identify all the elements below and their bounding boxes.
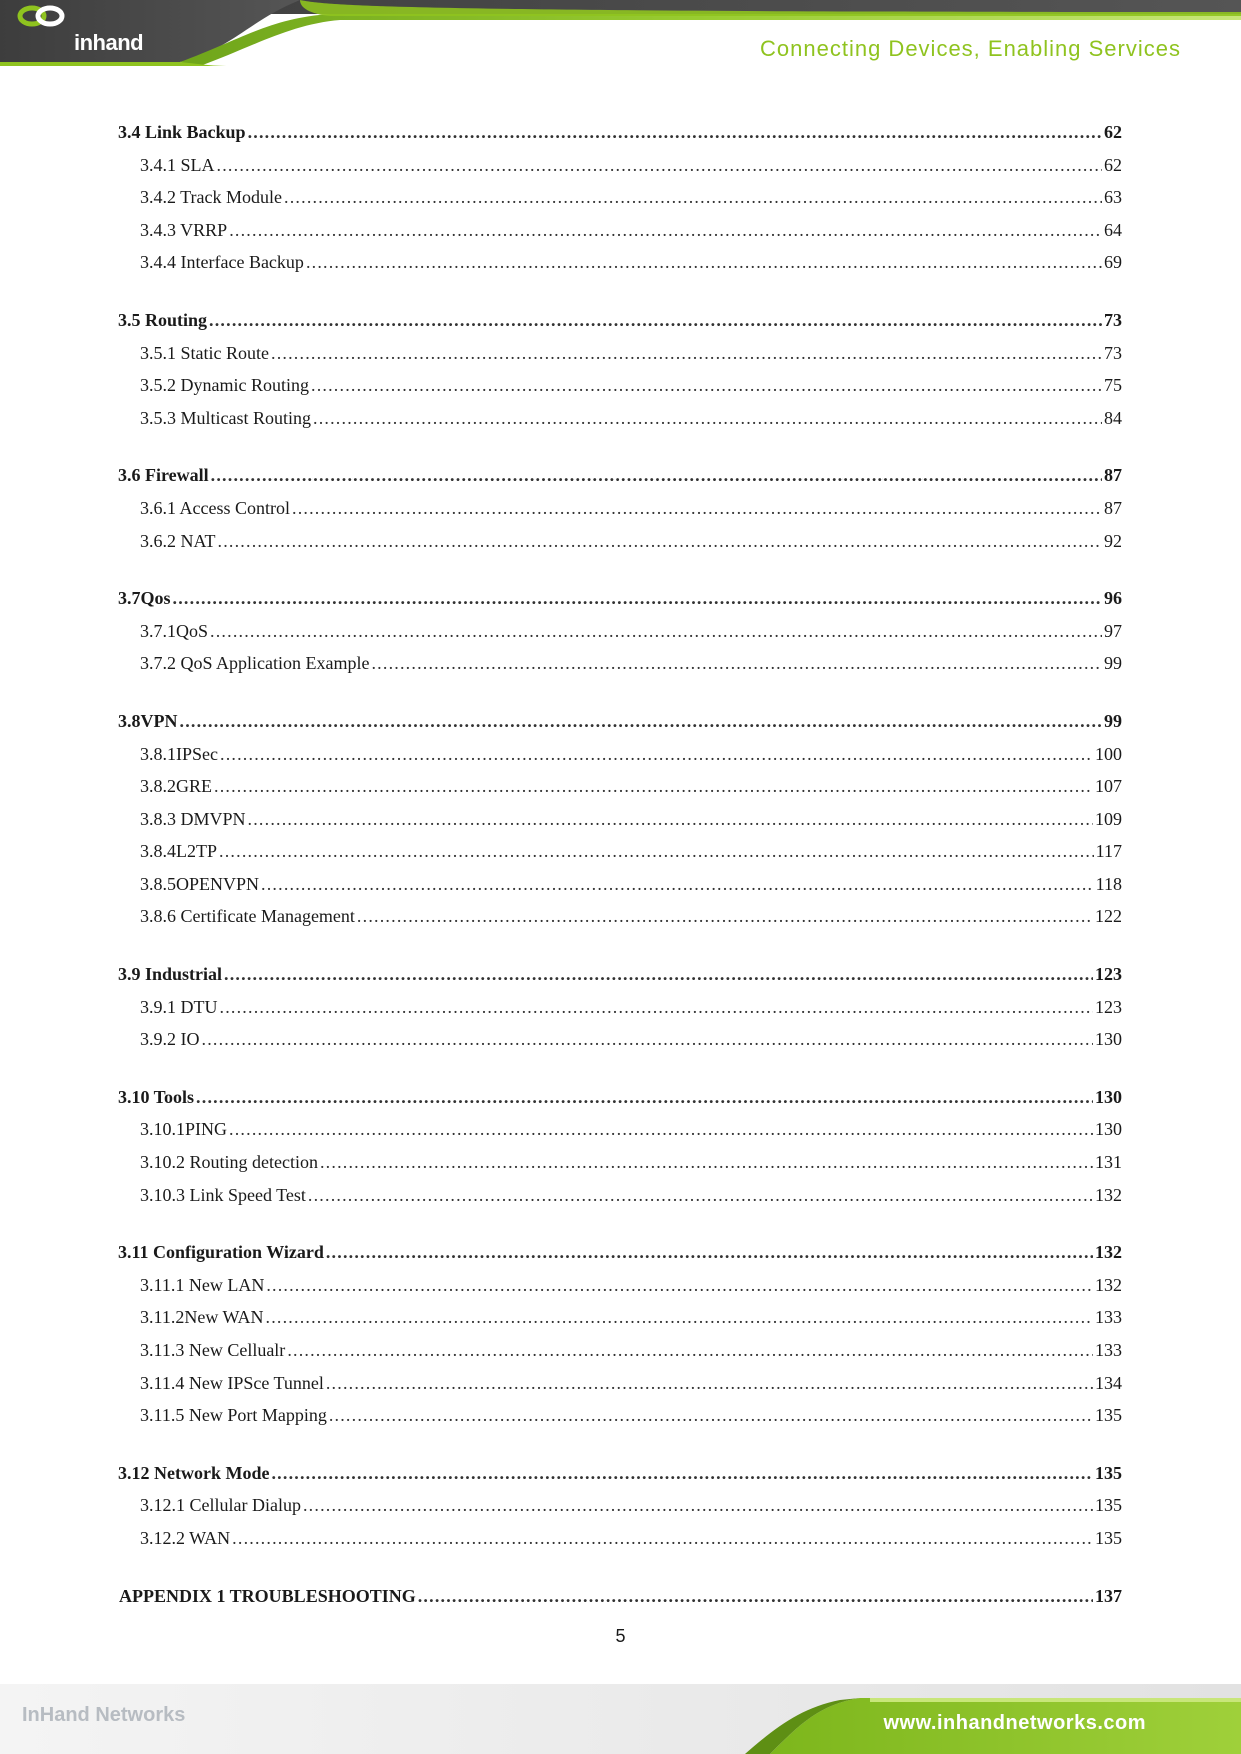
toc-section-heading[interactable] (118, 1236, 1122, 1269)
toc-section (118, 582, 1122, 680)
toc-dot-leader (311, 369, 1102, 402)
toc-entry-label[interactable]: 3.4.1 SLA (140, 154, 215, 175)
toc-entry-page[interactable]: 69 (1104, 252, 1122, 273)
toc-subsection-item[interactable] (118, 1269, 1122, 1302)
toc-entry-label[interactable]: 3.5.3 Multicast Routing (140, 407, 311, 428)
toc-subsection-item[interactable] (118, 181, 1122, 214)
toc-entry-label[interactable]: 3.4 Link Backup (118, 122, 246, 142)
toc-entry-label[interactable]: 3.11.4 New IPSce Tunnel (140, 1372, 324, 1393)
toc-entry-page[interactable]: 97 (1104, 620, 1122, 641)
toc-dot-leader (292, 492, 1102, 525)
toc-subsection-item[interactable] (118, 615, 1122, 648)
toc-entry-page[interactable]: 100 (1095, 743, 1122, 764)
toc-entry-label[interactable]: 3.7.1QoS (140, 620, 209, 641)
toc-dot-leader (196, 1081, 1093, 1114)
toc-entry-page[interactable]: 122 (1095, 906, 1122, 927)
toc-entry-label[interactable]: 3.4.4 Interface Backup (140, 252, 304, 273)
toc-entry-page[interactable]: 135 (1095, 1527, 1122, 1548)
footer-brand: InHand Networks (22, 1704, 186, 1726)
toc-subsection-item[interactable] (118, 868, 1122, 901)
toc-dot-leader (173, 582, 1102, 615)
logo-text: inhand (74, 30, 144, 55)
toc-dot-leader (232, 1522, 1093, 1555)
toc-entry-page[interactable]: 62 (1104, 154, 1122, 175)
toc-entry-label[interactable]: 3.12.2 WAN (140, 1527, 231, 1548)
toc-subsection-item[interactable] (118, 1146, 1122, 1179)
toc-dot-leader (211, 459, 1102, 492)
toc-entry-label[interactable]: 3.10.2 Routing detection (140, 1152, 318, 1173)
toc-entry-label[interactable]: 3.6.1 Access Control (140, 497, 290, 518)
toc-entry-label[interactable]: 3.8.1IPSec (140, 743, 218, 764)
toc-dot-leader (219, 835, 1094, 868)
toc-entry-page[interactable]: 132 (1095, 1274, 1122, 1295)
toc-entry-page[interactable]: 130 (1095, 1119, 1122, 1140)
toc-subsection-item[interactable] (118, 1179, 1122, 1212)
toc-entry-label[interactable]: 3.4.2 Track Module (140, 187, 283, 208)
toc-entry-label[interactable]: 3.6 Firewall (118, 465, 209, 486)
toc-entry-page[interactable]: 133 (1095, 1340, 1122, 1360)
toc-dot-leader (210, 615, 1102, 648)
toc-entry-page[interactable]: 87 (1104, 497, 1122, 518)
toc-entry-label[interactable]: 3.7Qos (118, 588, 171, 609)
header-tagline: Connecting Devices, Enabling Services (760, 36, 1181, 61)
toc-dot-leader (371, 647, 1102, 680)
toc-entry-label[interactable]: 3.10 Tools (118, 1086, 195, 1107)
toc-subsection-item[interactable] (118, 337, 1122, 370)
toc-entry-page[interactable]: 84 (1104, 407, 1122, 428)
toc-subsection-item[interactable] (118, 402, 1122, 435)
toc-entry-page[interactable]: 63 (1104, 187, 1122, 208)
toc-appendix-heading[interactable] (118, 1580, 1122, 1613)
toc-dot-leader (261, 868, 1094, 901)
toc-section (118, 1457, 1122, 1555)
toc-subsection-item[interactable] (118, 1522, 1122, 1555)
footer-url[interactable]: www.inhandnetworks.com (883, 1712, 1146, 1734)
toc-entry-label[interactable]: 3.11.5 New Port Mapping (140, 1405, 327, 1426)
toc-entry-page[interactable]: 87 (1104, 465, 1122, 486)
toc-entry-label[interactable]: 3.8.5OPENVPN (140, 873, 260, 894)
toc-entry-page[interactable]: 62 (1104, 122, 1122, 142)
toc-section-heading[interactable] (118, 1457, 1122, 1490)
toc-dot-leader (418, 1580, 1093, 1613)
toc-entry-page[interactable]: 130 (1095, 1086, 1122, 1107)
toc-entry-label[interactable]: 3.9.2 IO (140, 1029, 200, 1050)
toc-section (118, 459, 1122, 557)
toc-subsection-item[interactable] (118, 1489, 1122, 1522)
toc-dot-leader (271, 1457, 1093, 1490)
toc-subsection-item[interactable] (118, 214, 1122, 247)
toc-entry-label[interactable]: 3.8.3 DMVPN (140, 808, 246, 829)
toc-dot-leader (248, 116, 1102, 149)
toc-subsection-item[interactable] (118, 525, 1122, 558)
toc-subsection-item[interactable] (118, 647, 1122, 680)
toc-section (118, 1081, 1122, 1211)
toc-section-heading[interactable] (118, 304, 1122, 337)
toc-dot-leader (303, 1489, 1093, 1522)
toc-section (118, 958, 1122, 1056)
toc-entry-page[interactable]: 99 (1104, 653, 1122, 674)
toc-entry-label[interactable]: 3.8VPN (118, 710, 178, 731)
toc-entry-label[interactable]: 3.4.3 VRRP (140, 219, 228, 240)
toc-entry-label[interactable]: 3.12 Network Mode (118, 1462, 270, 1483)
toc-entry-label[interactable]: 3.8.4L2TP (140, 841, 218, 862)
toc-dot-leader (209, 304, 1102, 337)
toc-dot-leader (248, 803, 1093, 836)
toc-entry-label[interactable]: 3.10.3 Link Speed Test (140, 1184, 306, 1205)
toc-subsection-item[interactable] (118, 738, 1122, 771)
toc-entry-label[interactable]: 3.5 Routing (118, 309, 208, 330)
toc-subsection-item[interactable] (118, 369, 1122, 402)
toc-dot-leader (320, 1146, 1093, 1179)
toc-entry-page[interactable]: 75 (1104, 375, 1122, 396)
toc-entry-page[interactable]: 96 (1104, 588, 1122, 609)
toc-entry-page[interactable]: 134 (1095, 1372, 1122, 1393)
toc-dot-leader (329, 1399, 1093, 1432)
toc-section-heading[interactable] (118, 1081, 1122, 1114)
toc-dot-leader (271, 337, 1102, 370)
toc-section-heading[interactable] (118, 116, 1122, 149)
toc-entry-label[interactable]: 3.9.1 DTU (140, 996, 218, 1017)
toc-entry-label[interactable]: 3.7.2 QoS Application Example (140, 653, 370, 674)
toc-dot-leader (180, 705, 1103, 738)
toc-entry-label[interactable]: 3.11.3 New Cellualr (140, 1340, 286, 1360)
page-footer (0, 1684, 1241, 1754)
toc-dot-leader (308, 1179, 1093, 1212)
toc-dot-leader (326, 1236, 1093, 1269)
toc-dot-leader (224, 958, 1093, 991)
toc-section (118, 705, 1122, 933)
toc-entry-label[interactable]: 3.8.6 Certificate Management (140, 906, 355, 927)
toc-entry-page[interactable]: 135 (1095, 1405, 1122, 1426)
toc-dot-leader (306, 246, 1102, 279)
toc-entry-page[interactable]: 132 (1095, 1242, 1122, 1263)
toc-dot-leader (266, 1269, 1093, 1302)
toc-dot-leader (229, 214, 1102, 247)
toc-subsection-item[interactable] (118, 991, 1122, 1024)
toc-subsection-item[interactable] (118, 803, 1122, 836)
toc-subsection-item[interactable] (118, 246, 1122, 279)
toc-subsection-item[interactable] (118, 770, 1122, 803)
toc-entry-page[interactable]: 132 (1095, 1184, 1122, 1205)
toc-dot-leader (229, 1113, 1093, 1146)
toc-entry-page[interactable]: 131 (1095, 1152, 1122, 1173)
toc-entry-page[interactable]: 118 (1095, 873, 1122, 894)
toc-entry-label[interactable]: 3.5.1 Static Route (140, 342, 269, 363)
toc-subsection-item[interactable] (118, 149, 1122, 182)
toc-dot-leader (287, 1334, 1093, 1367)
toc-entry-label[interactable]: 3.11.1 New LAN (140, 1274, 265, 1295)
toc-section (118, 116, 1122, 279)
toc-subsection-item[interactable] (118, 1399, 1122, 1432)
toc-entry-label[interactable]: 3.10.1PING (140, 1119, 228, 1140)
toc-entry-label[interactable]: 3.12.1 Cellular Dialup (140, 1495, 301, 1516)
toc-dot-leader (202, 1023, 1094, 1056)
toc-entry-page[interactable]: 99 (1104, 710, 1122, 731)
page-number: 5 (615, 1626, 626, 1646)
table-of-contents (118, 116, 1122, 1612)
toc-section-heading[interactable] (118, 459, 1122, 492)
toc-entry-label[interactable]: 3.9 Industrial (118, 964, 223, 985)
toc-section-heading[interactable] (118, 705, 1122, 738)
toc-subsection-item[interactable] (118, 1023, 1122, 1056)
toc-dot-leader (220, 738, 1093, 771)
page-header (0, 0, 1241, 70)
toc-section-heading[interactable] (118, 582, 1122, 615)
toc-subsection-item[interactable] (118, 1334, 1122, 1367)
toc-dot-leader (220, 991, 1094, 1024)
toc-entry-page[interactable]: 117 (1095, 841, 1122, 862)
toc-subsection-item[interactable] (118, 1301, 1122, 1334)
toc-dot-leader (326, 1367, 1093, 1400)
toc-entry-page[interactable]: 73 (1104, 309, 1122, 330)
toc-entry-page[interactable]: 64 (1104, 219, 1122, 240)
toc-dot-leader (217, 149, 1102, 182)
inhand-logo-icon (0, 0, 80, 56)
toc-subsection-item[interactable] (118, 1367, 1122, 1400)
toc-entry-page[interactable]: 123 (1095, 964, 1122, 985)
toc-dot-leader (266, 1301, 1094, 1334)
toc-entry-label[interactable]: APPENDIX 1 TROUBLESHOOTING (119, 1585, 416, 1606)
toc-entry-label[interactable]: 3.11.2New WAN (140, 1307, 264, 1328)
toc-entry-page[interactable]: 130 (1095, 1029, 1122, 1050)
toc-entry-label[interactable]: 3.5.2 Dynamic Routing (140, 375, 309, 396)
toc-entry-page[interactable]: 92 (1104, 530, 1122, 551)
toc-section-heading[interactable] (118, 958, 1122, 991)
toc-section (118, 304, 1122, 434)
toc-subsection-item[interactable] (118, 900, 1122, 933)
toc-entry-label[interactable]: 3.6.2 NAT (140, 530, 216, 551)
toc-entry-label[interactable]: 3.11 Configuration Wizard (118, 1242, 324, 1263)
toc-entry-page[interactable]: 109 (1095, 808, 1122, 829)
toc-dot-leader (313, 402, 1102, 435)
toc-entry-page[interactable]: 137 (1095, 1585, 1122, 1606)
toc-entry-label[interactable]: 3.8.2GRE (140, 776, 212, 797)
toc-dot-leader (218, 525, 1103, 558)
toc-entry-page[interactable]: 135 (1095, 1462, 1122, 1483)
toc-section (118, 1236, 1122, 1432)
toc-entry-page[interactable]: 123 (1095, 996, 1122, 1017)
toc-subsection-item[interactable] (118, 492, 1122, 525)
toc-subsection-item[interactable] (118, 1113, 1122, 1146)
toc-dot-leader (357, 900, 1093, 933)
toc-dot-leader (214, 770, 1093, 803)
toc-entry-page[interactable]: 73 (1104, 342, 1122, 363)
toc-entry-page[interactable]: 107 (1095, 776, 1122, 797)
toc-subsection-item[interactable] (118, 835, 1122, 868)
toc-entry-page[interactable]: 135 (1095, 1495, 1122, 1516)
toc-entry-page[interactable]: 133 (1095, 1307, 1122, 1328)
toc-dot-leader (284, 181, 1102, 214)
